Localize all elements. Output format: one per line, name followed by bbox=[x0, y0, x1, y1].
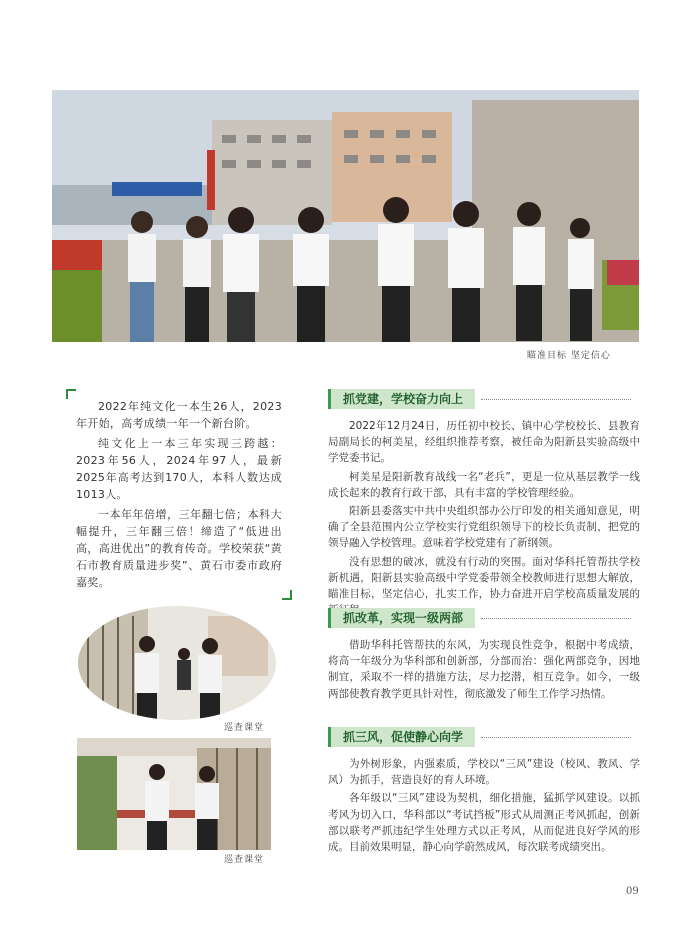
section-body-party bbox=[328, 418, 640, 620]
rect-photo bbox=[77, 738, 271, 850]
achievement-paragraph: 2022年纯文化一本生26人，2023年开始，高考成绩一年一个新台阶。 bbox=[76, 400, 282, 430]
body-paragraph: 2022年12月24日，历任初中校长、镇中心学校校长、县教育局副局长的柯美星，经组织推荐考察，被任命为阳新县实验高级中学党委书记。 bbox=[328, 420, 640, 465]
section-heading-reform bbox=[328, 608, 631, 628]
section-body-three-styles bbox=[328, 756, 640, 857]
section-heading-three-styles bbox=[328, 727, 631, 747]
top-photo bbox=[52, 90, 639, 342]
oval-photo bbox=[78, 606, 276, 720]
page-number: 09 bbox=[626, 886, 639, 897]
section-heading-label: 抓改革，实现一级两部 bbox=[328, 608, 475, 628]
body-paragraph: 为外树形象，内强素质，学校以“三风”建设（校风、教风、学风）为抓手，营造良好的育人环境。 bbox=[328, 758, 640, 787]
rect-photo-caption: 巡查课堂 bbox=[224, 855, 265, 865]
box-corner-top-left bbox=[66, 389, 76, 399]
oval-photo-caption: 巡查课堂 bbox=[224, 723, 265, 733]
heading-dotted-rule bbox=[481, 398, 631, 400]
body-paragraph: 各年级以“三风”建设为契机，细化措施，猛抓学风建设。以抓考风为切入口，华科部以“考试挡板”形式从周测正考风抓起，创新部以联考严抓违纪学生处理方式以正考风，从而促进良好学风的形成。目前效果明显，静心向学蔚然成风，每次联考成绩突出。 bbox=[328, 792, 640, 854]
body-paragraph: 借助华科托管帮扶的东风，为实现良性竞争，根据中考成绩，将高一年级分为华科部和创新部，分部而治：强化两部竞争，因地制宜，采取不一样的措施方法，尽力挖潜，相互竞争。如今，一级两部使教育教学更具针对性，彻底激发了师生工作学习热情。 bbox=[328, 639, 640, 700]
heading-dotted-rule bbox=[481, 617, 631, 619]
box-corner-bottom-right bbox=[282, 590, 292, 600]
heading-dotted-rule bbox=[481, 736, 631, 738]
section-heading-label: 抓三风，促使静心向学 bbox=[328, 727, 475, 747]
top-photo-caption: 瞄准目标 坚定信心 bbox=[527, 351, 611, 361]
achievement-paragraph: 纯文化上一本三年实现三跨越：2023年56人，2024年97人，最新2025年高考达到170人，本科人数达成1013人。 bbox=[76, 437, 282, 501]
achievement-paragraph: 一本年年倍增，三年翻七倍；本科大幅提升，三年翻三倍！缔造了“低进出高，高进优出”的教育传奇。学校荣获“黄石市教育质量进步奖”、黄石市委市政府嘉奖。 bbox=[76, 508, 282, 589]
section-body-reform bbox=[328, 637, 640, 704]
body-paragraph: 没有思想的破冰，就没有行动的突围。面对华科托管帮扶学校新机遇，阳新县实验高级中学党委带领全校教师进行思想大解放，瞄准目标，坚定信心，扎实工作，协力奋进开启学校高质量发展的 bbox=[328, 555, 640, 601]
body-paragraph: 柯美星是阳新教育战线一名“老兵”，更是一位从基层教学一线成长起来的教育行政干部，具有丰富的学校管理经验。 bbox=[328, 470, 640, 499]
body-paragraph: 阳新县委落实中共中央组织部办公厅印发的相关通知意见，明确了全县范围内公立学校实行党组织领导下的校长负责制，把党的领导融入学校管理。意味着学校党建有了新纲领。 bbox=[328, 505, 640, 550]
section-heading-label: 抓党建，学校奋力向上 bbox=[328, 389, 475, 409]
achievement-box bbox=[76, 398, 282, 594]
section-heading-party bbox=[328, 389, 631, 409]
